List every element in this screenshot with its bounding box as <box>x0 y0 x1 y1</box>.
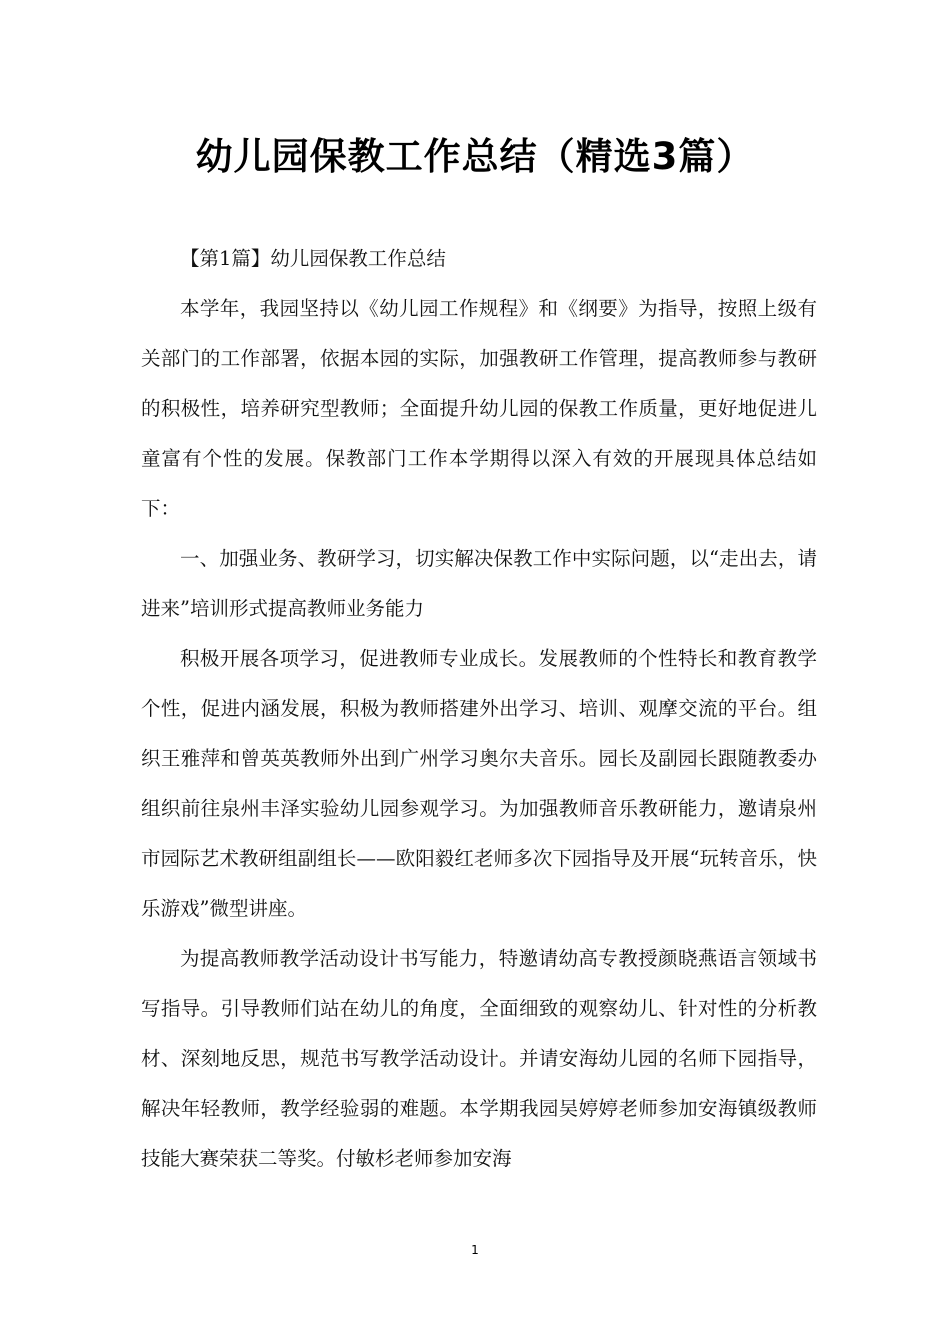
section-heading: 【第1篇】幼儿园保教工作总结 <box>180 247 446 270</box>
paragraph-study: 积极开展各项学习，促进教师专业成长。发展教师的个性特长和教育教学个性，促进内涵发展，积极为教师搭建外出学习、培训、观摩交流的平台。组织王雅萍和曾英英教师外出到广州学习奥尔夫音乐。园长及副园长跟随教委办组织前往泉州丰泽实验幼儿园参观学习。为加强教师音乐教研能力，邀请泉州市园际艺术教研组副组长——欧阳毅红老师多次下园指导及开展“玩转音乐，快乐游戏”微型讲座。 <box>141 647 817 920</box>
page-number: 1 <box>471 1243 479 1257</box>
document-body <box>141 234 817 1184</box>
paragraph-writing: 为提高教师教学活动设计书写能力，特邀请幼高专教授颜晓燕语言领域书写指导。引导教师们站在幼儿的角度，全面细致的观察幼儿、针对性的分析教材、深刻地反思，规范书写教学活动设计。并请安海幼儿园的名师下园指导，解决年轻教师，教学经验弱的难题。本学期我园吴婷婷老师参加安海镇级教师技能大赛荣获二等奖。付敏杉老师参加安海 <box>141 947 817 1170</box>
paragraph-point-one: 一、加强业务、教研学习，切实解决保教工作中实际问题，以“走出去，请进来”培训形式提高教师业务能力 <box>141 547 817 620</box>
paragraph-intro: 本学年，我园坚持以《幼儿园工作规程》和《纲要》为指导，按照上级有关部门的工作部署，依据本园的实际，加强教研工作管理，提高教师参与教研的积极性，培养研究型教师；全面提升幼儿园的保教工作质量，更好地促进儿童富有个性的发展。保教部门工作本学期得以深入有效的开展现具体总结如下： <box>141 297 817 520</box>
document-title: 幼儿园保教工作总结（精选3篇） <box>195 134 755 178</box>
